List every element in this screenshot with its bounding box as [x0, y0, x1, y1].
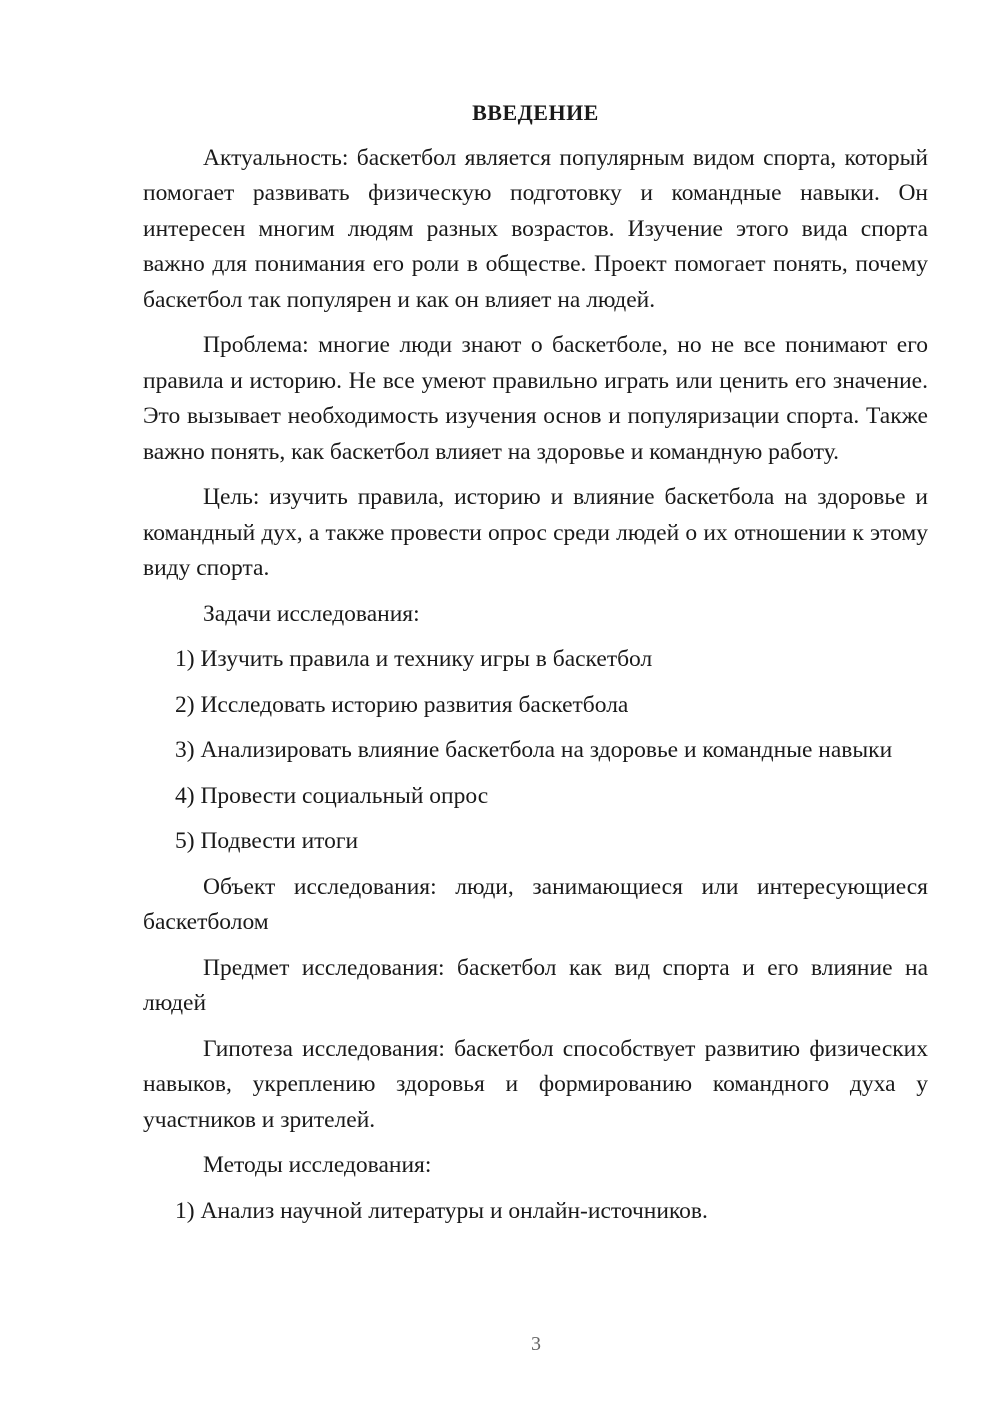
- subject-paragraph: Предмет исследования: баскетбол как вид спорта и его влияние на людей: [143, 954, 928, 1016]
- task-item: 3) Анализировать влияние баскетбола на здоровье и командные навыки: [175, 737, 893, 763]
- goal-paragraph: Цель: изучить правила, историю и влияние баскетбола на здоровье и командный дух, а также провести опрос среди людей о их отношении к этому виду спорта.: [143, 484, 928, 581]
- task-item: 5) Подвести итоги: [175, 828, 359, 854]
- page-number: 3: [531, 1333, 541, 1355]
- methods-heading: Методы исследования:: [203, 1152, 432, 1178]
- tasks-heading: Задачи исследования:: [203, 600, 420, 627]
- object-paragraph: Объект исследования: люди, занимающиеся или интересующиеся баскетболом: [143, 873, 928, 935]
- task-item: 4) Провести социальный опрос: [175, 782, 489, 809]
- task-item: 2) Исследовать историю развития баскетбола: [175, 691, 629, 718]
- page-content: [143, 95, 928, 1239]
- actuality-paragraph: Актуальность: баскетбол является популярным видом спорта, который помогает развивать физическую подготовку и командные навыки. Он интересен многим людям разных возрастов. Изучение этого вида спорта важно для понимания его роли в обществе. Проект помогает понять, почему баскетбол так популярен и как он влияет на людей.: [143, 144, 928, 313]
- problem-paragraph: Проблема: многие люди знают о баскетболе, но не все понимают его правила и историю. Не все умеют правильно играть или ценить его значение. Это вызывает необходимость изучения основ и популяризации спорта. Также важно понять, как баскетбол влияет на здоровье и командную работу.: [143, 332, 928, 465]
- task-item: 1) Изучить правила и технику игры в баскетбол: [175, 646, 653, 672]
- section-title: ВВЕДЕНИЕ: [472, 100, 599, 125]
- hypothesis-paragraph: Гипотеза исследования: баскетбол способствует развитию физических навыков, укреплению здоровья и формированию командного духа у участников и зрителей.: [143, 1035, 928, 1133]
- method-item: 1) Анализ научной литературы и онлайн-источников.: [175, 1197, 708, 1224]
